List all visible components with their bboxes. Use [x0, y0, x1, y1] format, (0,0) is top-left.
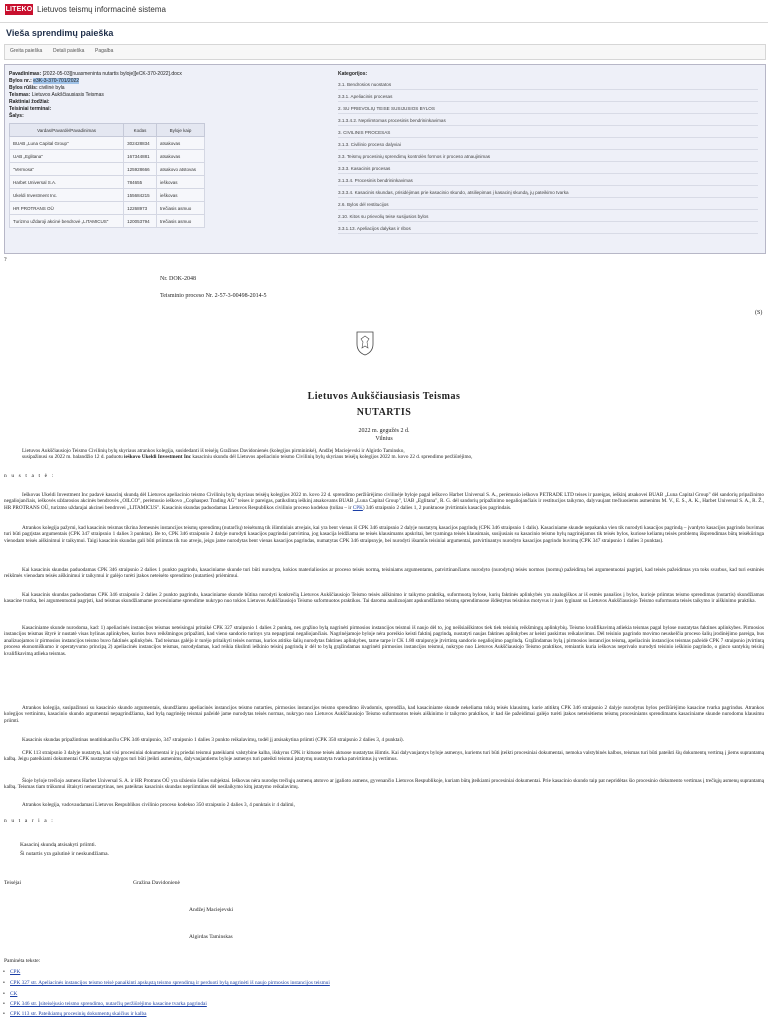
category-item[interactable]: 3.1. Bendrosios nuostatos	[338, 80, 758, 90]
column-header-role: Byloje kaip	[157, 124, 205, 137]
paragraph-9: Šioje byloje trečiojo asmens Harbet Universal S. A. ir HR Protrans OÜ yra užsienio šalies subjektai. Ieškovas nėra nurodęs trečiųjų asmenų atstovo ar įgalioto asmens, gyvenančio Lietuvos Respublikoje, kuriam būtų įteikiami procesiniai dokumentai. Prie kasacinio skundo taip pat nepridėtas šio procesinio dokumento vertimas į trečiųjų asmenų suprantamą kalbą. Teismas tiam trūkumui ištaisyti nenustatytinas, nes pateiktas kasacinis skundas nepriimtinas dėl nesilaikymo kitų įstatymo reikalavimų.	[4, 778, 764, 791]
page-title: Viešа sprendimų paieška	[6, 28, 114, 38]
section-nustate: n u s t a t ė :	[4, 473, 55, 479]
process-number: Teisminio proceso Nr. 2-57-3-00498-2014-5	[160, 293, 267, 299]
category-item[interactable]: 3.1.3.4. Procesinis bendrininkavimas	[338, 176, 758, 186]
paragraph-4: Kai kasacinis skundas paduodamas CPK 346 straipsnio 2 dalies 2 punkto pagrindu, kasaciniame skunde būtina nurodyti konkrečią Lietuvos Aukščiausiojo Teismo teisės aiškinimo ir taikymo praktiką, suformuotą bylose, kurių faktinės aplinkybės yra analogiškos ar iš esmės panašios į bylos, kurioje priimtas teismo sprendimas (nutartis) skundžiamas kasacine tvarka, bei argumentuotai pagrįsti, kad teismas skundžiamame procesiniame sprendime nukrypo nuo tokios Lietuvos Aukščiausiojo Teismo suformuotos praktikos. Tai daroma analizuojant apskundžiamo teismų sprendimuose išdėstytus teisinius motyvus ir juos lyginant su Lietuvos Aukščiausiojo Teismo suformuota teisės taikymo ir aiškinimo praktika.	[4, 592, 764, 605]
paragraph-8: CPK 113 straipsnio 3 dalyje nustatyta, kad visi procesiniai dokumentai ir jų priedai teismui pateikiami valstybine kalba, išskyrus CPK ir kituose teisės aktuose nustatytas išimtis. Kai dalyvaujantys byloje asmenys, kuriems turi būti įteikti procesiniai dokumentai, nemoka valstybinės kalbos, teismas turi būti pateikti šių dokumentų vertimą į jiems suprantamą kalbą. Jeigu pateikiami dokumentai CPK nustatytas sąlygos turi būti įteikti asmenims, dalyvaujantiems byloje asmenys turi pateikti teismui įstatymų nustatyta tvarka patvirtintus jų vertimus.	[4, 750, 764, 763]
meta-court: Teismas: Lietuvos Aukščiausiasis Teismas	[9, 92, 104, 98]
column-header-name: Vardas/Pavardė/Pavadinimas	[10, 124, 124, 137]
table-row: HR PROTRANS OÜ 12268973 trečiasis asmuo	[10, 202, 205, 215]
cpk-link[interactable]: CPK	[352, 504, 363, 511]
tab-quick-search[interactable]: Greita paieška	[10, 48, 43, 54]
category-item[interactable]: 3.3.1.13. Apeliacijos dalykas ir ribos	[338, 224, 758, 234]
judge-3: Algirdas Taminskas	[189, 934, 233, 940]
document-type: NUTARTIS	[356, 407, 412, 418]
document-city: Vilnius	[375, 436, 393, 442]
meta-case-type: Bylos rūšis: civilinė byla	[9, 85, 65, 91]
category-item[interactable]: 3. CIVILINIS PROCESAS	[338, 128, 758, 138]
table-row: UAB „Eglitana" 167344881 atsakovas	[10, 150, 205, 163]
question-mark: ?	[4, 257, 7, 263]
category-item[interactable]: 3.3.1. Apeliacinis procesas	[338, 92, 758, 102]
category-item[interactable]: 3.3.3.4. Kasacinis skundas, prisidėjimas prie kasacinio skundo, atsiliepimas į kasacinį skundą, jų pateikimo tvarka	[338, 188, 758, 198]
top-bar	[0, 0, 768, 23]
paragraph-10: Atrankos kolegija, vadovaudamasi Lietuvos Respublikos civilinio proceso kodekso 350 straipsnio 2 dalies 3, 4 punktais ir 4 dalimi,	[22, 802, 295, 808]
paragraph-3: Kai kasacinis skundas paduodamas CPK 346 straipsnio 2 dalies 1 punkto pagrindu, kasaciniame skunde turi būti nurodyta, kokios materialiosios ar proceso teisės normą, teisiniams argumentams, patvirtinančiams nurodyto (nurodytų) teisės normos (normų) pažeidimą bei argumentuotai pagrįsti, kad teisės pažeidimas yra toks svarbus, kad turi esminės reikšmės vienodam teisės aiškinimui ir taikymui ir galėjo turėti įtakos neteisėto sprendimo (nutarties) priėmimui.	[4, 567, 764, 580]
meta-parties-label: Šalys:	[9, 113, 24, 119]
table-row: Turizmo uždaroji akcinė bendrovė „LITAMICUS" 120053794 trečiasis asmuo	[10, 215, 205, 228]
mentioned-in-text-label: Paminėta tekste:	[4, 958, 41, 964]
table-row: Ukeldi Investment Inc. 155684215 ieškovas	[10, 189, 205, 202]
category-item[interactable]: 3.3. Teismų procesinių sprendimų kontrolės formos ir proceso atnaujinimas	[338, 152, 758, 162]
case-metadata-panel	[4, 64, 766, 254]
meta-case-no: Bylos nr.: e3K-3-370-701/2022	[9, 78, 80, 84]
meta-keywords: Raktiniai žodžiai:	[9, 99, 50, 105]
reference-link[interactable]: • CPK 327 str. Apeliacinės instancijos teismo teisė panaikinti apskųstą teismo sprendimą ir perduoti bylą nagrinėti iš naujo pirmosios instancijos teismui	[4, 980, 330, 986]
reference-link[interactable]: • CPK 113 str. Pateikiamų procesinių dokumentų skaičius ir kalba	[4, 1011, 146, 1017]
judge-2: Andžej Maciejevski	[189, 907, 234, 913]
paragraph-7: Kasacinis skundas pripažintinas neatitinkančiu CPK 346 straipsnio, 347 straipsnio 1 dalies 3 punkto reikalavimų, todėl jį atsisakytina priimti (CPK 350 straipsnio 2 dalies 3, 4 punktai).	[22, 737, 404, 743]
paragraph-1: Ieškovas Ukeldi Investment Inc padavė kasacinį skundą dėl Lietuvos apeliacinio teismo Civilinių bylų skyriaus teisėjų kolegijos 2022 m. kovo 22 d. sprendimo peržiūrėjimo civilinėje byloje pagal ieškovo Harbet Universal S. A., perėmusio ieškovo PETRADE LTD teises ir pareigas, ieškinį atsakovei BUAB „Luna Capital Group" dėl sandorių pripažinimo negaliojančiais, ieškovės uždarosios akcinės bendrovės „OILCO", perėmusio ieškovo „Cophaspez Trading AG" teises ir pareigas, patikslintą ieškinį atsakovams BUAB „Luna Capital Group", UAB „Eglitana", R. G. dėl sandorių pripažinimo negaliojančiais ir restitucijos taikymo, dalyvaujant trečiuosiems asmenims M. V., E. S., A. K., Harbet Universal S. A., R. Ž., HR PROTRANS OÜ, turizmo uždarajai akcinei bendrovei „LITAMICUS". Kasacinis skundas paduodamas Lietuvos Respublikos civilinio proceso kodekso (toliau – ir CPK) 346 straipsnio 2 dalies 1, 2 punktuose įtvirtintais kasacijos pagrindais.	[4, 492, 764, 511]
paragraph-2: Atrankos kolegija pažymi, kad kasacinis teismas tikrina žemesnės instancijos teismų sprendimų (nutarčių) teisėtumą tik išimtiniais atvejais, kai yra bent vienas iš CPK 346 straipsnio 2 dalyje nustatytų kasacijos pagrindų (CPK 346 straipsnio 1 dalis). Kasaciniame skunde nepakanka vien tik nurodyti kasacijos pagrindą – įvardyto kasacijos pagrindo buvimas turi būti pagrįstas argumentais (CPK 347 straipsnio 1 dalies 3 punktas). Be to, CPK 346 straipsnio 2 dalyje nurodyti kasacijos pagrindai patvirtina, jog kasacija leidžiama ne teisės klausimams apskritai, bet tyaminga teisės klausimais, susijusiais su kasacinio teismo bylų nagrinėjamos tik teisės bylos, kuriose keliamų teisės problemų išsprendimas būtų teisėkūringa vienodam teisės aiškinimui ir taikymui. Taigi kasacinis skundas gali būti priimtas tik tuo atveju, jeigu jame nurodytas bent vienas kasacijos pagrindas, numatytas CPK 346 straipsnyje, bei nurodyti išsamūs teisiniai argumentai, patvirtinantys nurodyto kasacijos pagrindo buvimą (CPK 347 straipsnio 1 dalies 3 punktas).	[4, 525, 764, 544]
category-item[interactable]: 2.10. Kitos su prievolių teise susijusios bylos	[338, 212, 758, 222]
meta-terms: Teisiniai terminai:	[9, 106, 52, 112]
system-title: Lietuvos teismų informacinė sistema	[37, 5, 166, 14]
liteko-logo[interactable]: LITEKO	[5, 6, 33, 13]
category-item[interactable]: 3.1.3.4.2. Nepriimtomas procesinis bendrininkavimas	[338, 116, 758, 126]
reference-link[interactable]: • CPK	[4, 969, 20, 975]
section-nutaria: n u t a r i a :	[4, 818, 55, 824]
column-header-code: Kodas	[124, 124, 157, 137]
parties-table	[9, 123, 205, 228]
parties-header-row	[10, 124, 205, 137]
resolution-2: Ši nutartis yra galutinė ir neskundžiama.	[20, 851, 109, 857]
paragraph-5: Kasaciniame skunde nurodoma, kad: 1) apeliacinės instancijos teismas neteisingai pritaikė CPK 327 straipsnio 1 dalies 2 punktą, nes grąžino bylą nagrinėti pirmosios instancijos teismui iš naujo dėl to, jog neišsiaiškintos tiek tiek teisinių reikšmingų aplinkybių. Teismo kvalifikavimą atliekia teismas pagal bylose nustatytas faktines aplinkybes. Pirmosios instancijos teismas ištyrė ir nustatė visas bylinas aplinkybes, kurios buvo reikšmingos pripažinti, kad vieno sandorio turinys yra nepagrįstai negaliojančiais. Nagrinėjamoje byloje nėra poreikio keisti faktinį pagrindą, nustatyti naujas faktines aplinkybes ar keisti paskirtus reikalavimus. Dėl teisinio pagrindo movimo neuskelčia proceso šalių įrodinėjimo pareiga, bus analizuojamos ir pirmosios instancijos teismo buvo faktinės aplinkybės. Tad teismas galėjo ir turėjo pritaikyti teisės normas, kurios atitiko šalių nurodytas faktines aplinkybes, tarne tarpe ir CK 1.80 straipsnyje įtvirtintą sandorio negaliojimo pagrindą. Grąžindamas bylą į pirmosios instancijos teismą, apeliacinis instancijos teismas pažeidė CPK 7 straipsnio įtvirtintą proceso ekonomiškumo ir operatyvumo principą 2) apeliacinės instancijos teismas, nurodydamas, kad reikia tikslinti ieškinio teisinį pagrindą ir dėl to bylą grąžindamas nagrinėti pirmosios instancijos teismui, nukrypo nuo Lietuvos Aukščiausiojo Teismo praktikos, remiantis kuria ieškovas neprivalo nurodyti teisinio ieškinio pagrindo, o gincо santykių teisinį kvalifikavimą atlieka teismas.	[4, 625, 764, 657]
paragraph-6: Atrankos kolegija, susipažinusi su kasacinio skundo argumentais, skundžiamu apeliacinės instancijos teismo nutarties, pirmosios instancijos teismo sprendimo išvadomis, sprendžia, kad kasaciniame skunde nekeliama tokių teisės klausimų, kurie atitiktų CPK 346 straipsnio 2 dalyje nurodytus bylos peržiūrėjimo kasacine tvarka pagrindus. Atrankos kolegijos vertinimu, kasacinio skundo argumentai nepagrindžiama, kad bylą nagrinėję teismai pažeidė jame nurodytas teisės normas, nukrypo nuo Lietuvos Aukščiausiojo Teismo suformuotos teisės aiškinimo ir taikymo praktikos, ir kad šie pažeidimai galėjo turėti įtakos neteisėtiems teismų procesiniams sprendimams kasaciniame skunde nurodomu klausimu priimti.	[4, 705, 764, 724]
reference-link[interactable]: • CPK 346 str. Įsiteisėjusio teismo sprendimo, nutarčių peržiūrėjimo kasacine tvarka pagrindai	[4, 1001, 207, 1007]
s-mark: (S)	[755, 310, 763, 316]
category-item[interactable]: 2. SU PRIEVOLIŲ TEISE SUSIJUSIOS BYLOS	[338, 104, 758, 114]
reference-link[interactable]: • CK	[4, 991, 17, 997]
table-row: "Vermosa" 125928666 atsakovo atstovas	[10, 163, 205, 176]
judges-label: Teisėjai	[4, 880, 22, 886]
court-name: Lietuvos Aukščiausiasis Teismas	[307, 391, 461, 402]
tab-help[interactable]: Pagalba	[95, 48, 114, 54]
filename-link[interactable]: [2022-05-03][nuasmeninta nutartis byloje][eCK-370-2022].docx	[42, 71, 182, 77]
meta-filename: Pavadinimas: [2022-05-03][nuasmeninta nutartis byloje][eCK-370-2022].docx	[9, 71, 182, 77]
resolution-1: Kasacinį skundą atsisakyti priimti.	[20, 842, 97, 848]
table-row: Harbet Universal S.A. 784655 ieškovas	[10, 176, 205, 189]
category-item[interactable]: 2.6. Bylos dėl restitucijos	[338, 200, 758, 210]
category-item[interactable]: 3.1.3. Civilinio proceso dalyviai	[338, 140, 758, 150]
intro-paragraph: Lietuvos Aukščiausiojo Teismo Civilinių bylų skyriaus atrankos kolegija, susidedanti iš teisėjų Gražinos Davidonienės (kolegijos pirmininkė), Andžej Maciejevski ir Algirdo Taminsko, susipažinusi su 2022 m. balandžio 12 d. paduotu ieškovo Ukeldi Investment Inc kasaciniu skundu dėl Lietuvos apeliacinio teismo Civilinių bylų skyriaus teisėjų kolegijos 2022 m. kovo 22 d. sprendimo peržiūrėjimo,	[22, 448, 473, 461]
judge-1: Gražina Davidonienė	[133, 880, 180, 886]
search-tabs	[4, 44, 766, 60]
document-number: Nr. DOK-2048	[160, 276, 196, 282]
table-row: BUAB „Luna Capital Group" 302428834 atsakovas	[10, 137, 205, 150]
category-item[interactable]: 3.3.3. Kasacinis procesas	[338, 164, 758, 174]
document-date: 2022 m. gegužės 2 d.	[358, 428, 410, 434]
coat-of-arms-icon	[355, 330, 375, 356]
categories-label: Kategorijos:	[338, 71, 368, 77]
tab-detailed-search[interactable]: Detali paieška	[53, 48, 85, 54]
